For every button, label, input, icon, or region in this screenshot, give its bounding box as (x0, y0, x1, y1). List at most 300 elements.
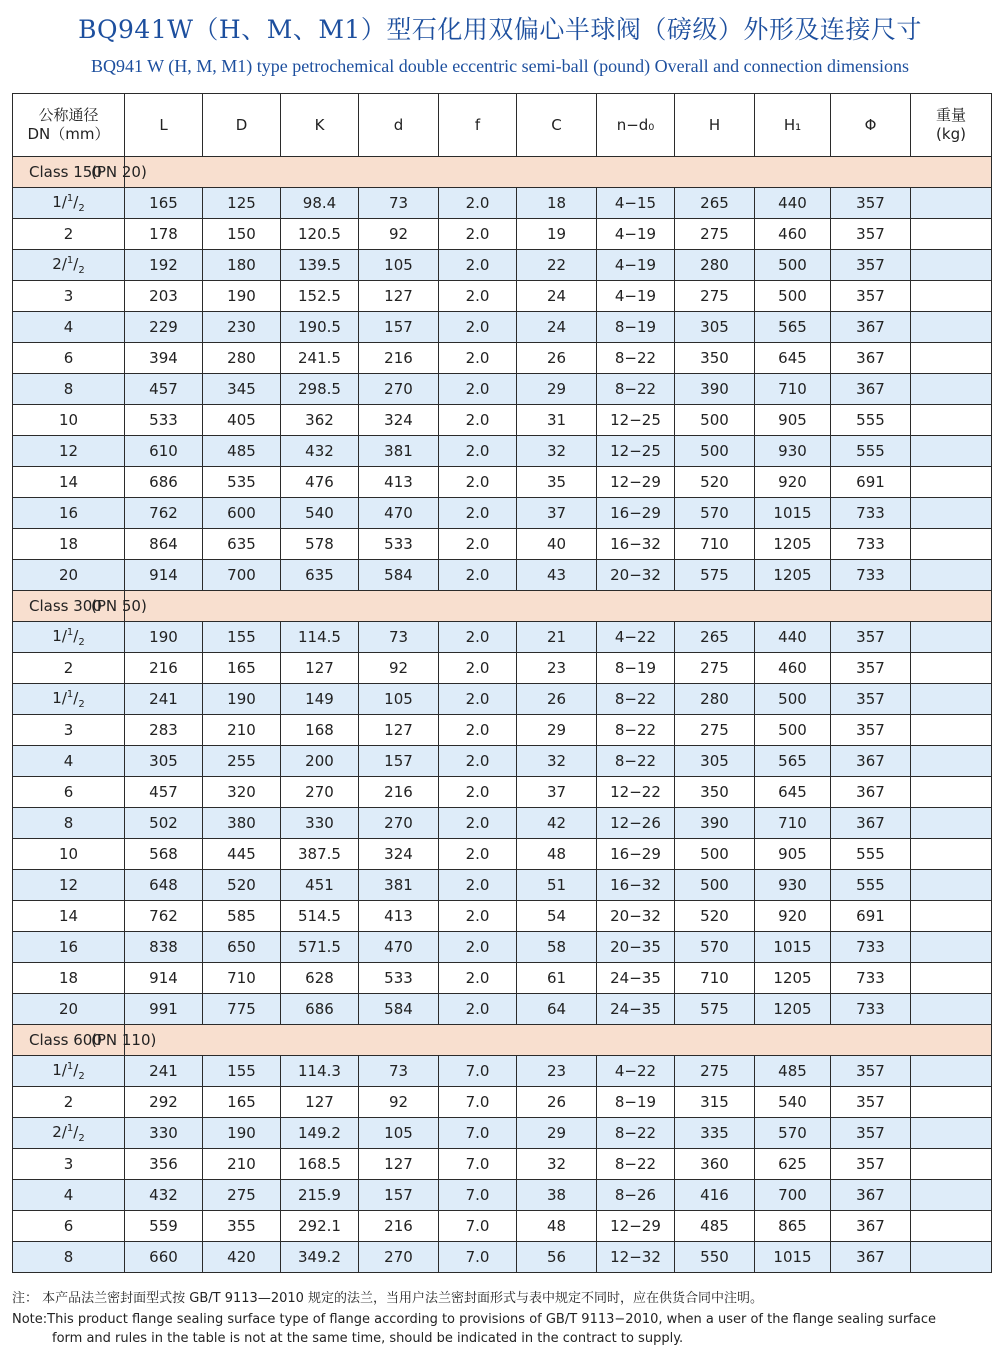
cell-h1: 565 (755, 746, 831, 777)
cell-k: 149 (281, 684, 359, 715)
cell-dn: $1/^1/_2$ (13, 1056, 125, 1087)
table-row (13, 715, 992, 746)
cell-h1: 440 (755, 622, 831, 653)
cell-dn: 8 (13, 808, 125, 839)
cell-w (911, 994, 992, 1025)
cell-nd: 16−32 (597, 529, 675, 560)
cell-w (911, 188, 992, 219)
cell-d: 155 (203, 622, 281, 653)
cell-f: 7.0 (439, 1118, 517, 1149)
cell-h: 710 (675, 529, 755, 560)
cell-l: 533 (125, 405, 203, 436)
table-row (13, 250, 992, 281)
cell-k: 292.1 (281, 1211, 359, 1242)
cell-f: 2.0 (439, 994, 517, 1025)
table-row (13, 1211, 992, 1242)
class-label: Class 300 (13, 591, 125, 622)
cell-d: 585 (203, 901, 281, 932)
cell-l: 190 (125, 622, 203, 653)
cell-phi: 733 (831, 932, 911, 963)
cell-h: 265 (675, 622, 755, 653)
cell-nd: 4−19 (597, 250, 675, 281)
cell-d: 535 (203, 467, 281, 498)
cell-d: 127 (359, 715, 439, 746)
cell-w (911, 870, 992, 901)
cell-dn: 8 (13, 374, 125, 405)
cell-nd: 8−26 (597, 1180, 675, 1211)
cell-w (911, 1056, 992, 1087)
cell-h: 335 (675, 1118, 755, 1149)
cell-w (911, 715, 992, 746)
cell-d: 600 (203, 498, 281, 529)
cell-d: 150 (203, 219, 281, 250)
cell-dn: $1/^1/_2$ (13, 684, 125, 715)
cell-l: 914 (125, 560, 203, 591)
cell-l: 457 (125, 777, 203, 808)
cell-k: 349.2 (281, 1242, 359, 1273)
cell-d: 92 (359, 653, 439, 684)
cell-dn: 20 (13, 560, 125, 591)
cell-phi: 367 (831, 1242, 911, 1273)
cell-l: 394 (125, 343, 203, 374)
cell-f: 2.0 (439, 839, 517, 870)
cell-nd: 8−22 (597, 343, 675, 374)
cell-dn: 16 (13, 932, 125, 963)
cell-c: 23 (517, 1056, 597, 1087)
cell-h1: 920 (755, 901, 831, 932)
cell-f: 2.0 (439, 467, 517, 498)
cell-h1: 1205 (755, 963, 831, 994)
note-en-label: Note: (12, 1312, 48, 1327)
cell-l: 165 (125, 188, 203, 219)
cell-phi: 357 (831, 188, 911, 219)
cell-l: 914 (125, 963, 203, 994)
cell-d: 125 (203, 188, 281, 219)
cell-w (911, 746, 992, 777)
cell-k: 215.9 (281, 1180, 359, 1211)
cell-d: 157 (359, 312, 439, 343)
cell-f: 2.0 (439, 808, 517, 839)
table-row (13, 1056, 992, 1087)
cell-f: 2.0 (439, 343, 517, 374)
cell-d: 216 (359, 343, 439, 374)
cell-c: 24 (517, 281, 597, 312)
cell-phi: 367 (831, 1180, 911, 1211)
cell-phi: 733 (831, 560, 911, 591)
cell-h: 275 (675, 653, 755, 684)
page-title: BQ941W（H、M、M1）型石化用双偏心半球阀（磅级）外形及连接尺寸 (78, 15, 922, 44)
cell-f: 2.0 (439, 870, 517, 901)
table-row (13, 374, 992, 405)
note-en (12, 1310, 936, 1329)
cell-d: 255 (203, 746, 281, 777)
cell-nd: 4−22 (597, 622, 675, 653)
cell-k: 168.5 (281, 1149, 359, 1180)
cell-nd: 16−29 (597, 839, 675, 870)
cell-k: 514.5 (281, 901, 359, 932)
cell-w (911, 250, 992, 281)
cell-d: 165 (203, 653, 281, 684)
cell-d: 635 (203, 529, 281, 560)
cell-f: 2.0 (439, 498, 517, 529)
cell-phi: 555 (831, 839, 911, 870)
cell-d: 165 (203, 1087, 281, 1118)
cell-phi: 357 (831, 250, 911, 281)
cell-dn: 3 (13, 281, 125, 312)
header-f: f (439, 94, 517, 157)
cell-w (911, 467, 992, 498)
cell-c: 58 (517, 932, 597, 963)
cell-nd: 4−19 (597, 219, 675, 250)
cell-phi: 691 (831, 467, 911, 498)
cell-h1: 625 (755, 1149, 831, 1180)
cell-k: 190.5 (281, 312, 359, 343)
cell-c: 24 (517, 312, 597, 343)
table-row (13, 1087, 992, 1118)
cell-dn: 2 (13, 653, 125, 684)
cell-c: 19 (517, 219, 597, 250)
cell-d: 485 (203, 436, 281, 467)
cell-nd: 8−19 (597, 312, 675, 343)
cell-k: 114.5 (281, 622, 359, 653)
cell-k: 149.2 (281, 1118, 359, 1149)
cell-c: 26 (517, 1087, 597, 1118)
cell-h1: 500 (755, 684, 831, 715)
cell-d: 105 (359, 1118, 439, 1149)
table-row (13, 808, 992, 839)
cell-w (911, 808, 992, 839)
cell-d: 381 (359, 870, 439, 901)
header-dn: 公称通径 DN（mm） (13, 94, 125, 157)
table-header-row (13, 94, 992, 157)
cell-c: 43 (517, 560, 597, 591)
cell-l: 991 (125, 994, 203, 1025)
cell-c: 38 (517, 1180, 597, 1211)
cell-d: 127 (359, 281, 439, 312)
cell-l: 762 (125, 901, 203, 932)
cell-d: 533 (359, 529, 439, 560)
cell-c: 51 (517, 870, 597, 901)
cell-w (911, 684, 992, 715)
cell-dn: $1/^1/_2$ (13, 622, 125, 653)
pn-label: (PN 50) (91, 597, 147, 615)
cell-d: 280 (203, 343, 281, 374)
cell-phi: 367 (831, 312, 911, 343)
cell-c: 42 (517, 808, 597, 839)
cell-c: 40 (517, 529, 597, 560)
cell-nd: 8−19 (597, 653, 675, 684)
cell-h1: 930 (755, 870, 831, 901)
cell-l: 283 (125, 715, 203, 746)
cell-h: 275 (675, 1056, 755, 1087)
cell-d: 320 (203, 777, 281, 808)
table-row (13, 467, 992, 498)
cell-phi: 733 (831, 963, 911, 994)
table-row (13, 529, 992, 560)
cell-k: 120.5 (281, 219, 359, 250)
table-body (13, 157, 992, 1273)
cell-dn: 14 (13, 467, 125, 498)
cell-h: 500 (675, 870, 755, 901)
cell-w (911, 343, 992, 374)
cell-nd: 16−32 (597, 870, 675, 901)
table-row (13, 405, 992, 436)
cell-c: 29 (517, 1118, 597, 1149)
cell-dn: 12 (13, 870, 125, 901)
table-row (13, 560, 992, 591)
cell-k: 241.5 (281, 343, 359, 374)
cell-dn: 2 (13, 1087, 125, 1118)
cell-phi: 357 (831, 219, 911, 250)
table-row (13, 188, 992, 219)
cell-d: 270 (359, 808, 439, 839)
cell-h1: 645 (755, 777, 831, 808)
cell-nd: 20−35 (597, 932, 675, 963)
cell-h1: 905 (755, 405, 831, 436)
pn-label-cell (91, 1025, 992, 1056)
cell-l: 216 (125, 653, 203, 684)
cell-nd: 12−25 (597, 436, 675, 467)
cell-d: 157 (359, 746, 439, 777)
cell-dn: 3 (13, 1149, 125, 1180)
cell-h1: 1015 (755, 1242, 831, 1273)
cell-c: 31 (517, 405, 597, 436)
cell-k: 168 (281, 715, 359, 746)
cell-nd: 8−22 (597, 684, 675, 715)
cell-nd: 8−22 (597, 746, 675, 777)
cell-dn: 10 (13, 839, 125, 870)
cell-h: 350 (675, 343, 755, 374)
table-row (13, 932, 992, 963)
cell-f: 2.0 (439, 281, 517, 312)
cell-c: 32 (517, 436, 597, 467)
cell-dn: 8 (13, 1242, 125, 1273)
table-row (13, 653, 992, 684)
cell-l: 864 (125, 529, 203, 560)
cell-d: 470 (359, 932, 439, 963)
cell-d: 420 (203, 1242, 281, 1273)
cell-h: 390 (675, 374, 755, 405)
cell-d: 270 (359, 1242, 439, 1273)
table-row (13, 312, 992, 343)
cell-d: 127 (359, 1149, 439, 1180)
cell-h: 305 (675, 312, 755, 343)
class-band-row (13, 591, 992, 622)
cell-f: 7.0 (439, 1149, 517, 1180)
cell-k: 139.5 (281, 250, 359, 281)
cell-k: 432 (281, 436, 359, 467)
table-row (13, 901, 992, 932)
table-row (13, 777, 992, 808)
cell-c: 64 (517, 994, 597, 1025)
cell-w (911, 560, 992, 591)
cell-phi: 367 (831, 374, 911, 405)
cell-w (911, 1087, 992, 1118)
cell-f: 2.0 (439, 715, 517, 746)
cell-k: 127 (281, 1087, 359, 1118)
cell-dn: 20 (13, 994, 125, 1025)
header-l: L (125, 94, 203, 157)
cell-d: 710 (203, 963, 281, 994)
cell-k: 330 (281, 808, 359, 839)
cell-d: 73 (359, 1056, 439, 1087)
cell-h1: 1205 (755, 529, 831, 560)
table-row (13, 963, 992, 994)
cell-nd: 8−22 (597, 374, 675, 405)
cell-h: 550 (675, 1242, 755, 1273)
class-band-row (13, 1025, 992, 1056)
cell-d: 73 (359, 188, 439, 219)
cell-w (911, 529, 992, 560)
page-subtitle: BQ941 W (H, M, M1) type petrochemical double eccentric semi-ball (pound) Overall and connection dimensions (90, 56, 910, 76)
cell-l: 241 (125, 1056, 203, 1087)
cell-d: 413 (359, 901, 439, 932)
cell-l: 568 (125, 839, 203, 870)
cell-w (911, 498, 992, 529)
cell-nd: 12−26 (597, 808, 675, 839)
table-row (13, 1180, 992, 1211)
cell-h: 575 (675, 994, 755, 1025)
cell-l: 356 (125, 1149, 203, 1180)
cell-h: 520 (675, 467, 755, 498)
note-zh-label: 注： (12, 1291, 39, 1306)
cell-k: 571.5 (281, 932, 359, 963)
cell-h1: 570 (755, 1118, 831, 1149)
header-n-d0: n−d₀ (597, 94, 675, 157)
cell-k: 298.5 (281, 374, 359, 405)
cell-h: 570 (675, 932, 755, 963)
cell-c: 29 (517, 374, 597, 405)
cell-f: 2.0 (439, 312, 517, 343)
cell-d: 533 (359, 963, 439, 994)
table-row (13, 219, 992, 250)
cell-dn: 12 (13, 436, 125, 467)
cell-dn: 6 (13, 777, 125, 808)
note-en-continued (52, 1329, 683, 1348)
cell-d: 180 (203, 250, 281, 281)
cell-k: 387.5 (281, 839, 359, 870)
cell-f: 2.0 (439, 746, 517, 777)
cell-nd: 12−32 (597, 1242, 675, 1273)
table-row (13, 498, 992, 529)
cell-phi: 733 (831, 498, 911, 529)
cell-c: 35 (517, 467, 597, 498)
cell-k: 635 (281, 560, 359, 591)
cell-k: 476 (281, 467, 359, 498)
cell-h: 710 (675, 963, 755, 994)
cell-dn: $2/^1/_2$ (13, 250, 125, 281)
cell-c: 26 (517, 343, 597, 374)
cell-nd: 12−22 (597, 777, 675, 808)
cell-w (911, 901, 992, 932)
cell-k: 578 (281, 529, 359, 560)
cell-c: 48 (517, 1211, 597, 1242)
cell-k: 451 (281, 870, 359, 901)
cell-k: 98.4 (281, 188, 359, 219)
cell-c: 18 (517, 188, 597, 219)
cell-l: 502 (125, 808, 203, 839)
cell-h1: 540 (755, 1087, 831, 1118)
cell-h: 500 (675, 839, 755, 870)
cell-dn: $1/^1/_2$ (13, 188, 125, 219)
cell-d: 650 (203, 932, 281, 963)
cell-h: 275 (675, 715, 755, 746)
cell-phi: 357 (831, 653, 911, 684)
cell-w (911, 312, 992, 343)
class-band-row (13, 157, 992, 188)
note-zh-text: 本产品法兰密封面型式按 GB/T 9113—2010 规定的法兰，当用户法兰密封面形式与表中规定不同时，应在供货合同中注明。 (42, 1291, 764, 1306)
cell-l: 432 (125, 1180, 203, 1211)
cell-h1: 440 (755, 188, 831, 219)
cell-f: 7.0 (439, 1087, 517, 1118)
cell-w (911, 622, 992, 653)
cell-phi: 367 (831, 777, 911, 808)
cell-l: 305 (125, 746, 203, 777)
cell-h: 500 (675, 405, 755, 436)
cell-d: 324 (359, 405, 439, 436)
cell-dn: 14 (13, 901, 125, 932)
cell-f: 2.0 (439, 963, 517, 994)
cell-dn: 4 (13, 746, 125, 777)
table-row (13, 622, 992, 653)
cell-w (911, 963, 992, 994)
cell-d: 190 (203, 281, 281, 312)
cell-k: 362 (281, 405, 359, 436)
header-c: C (517, 94, 597, 157)
cell-l: 203 (125, 281, 203, 312)
cell-l: 292 (125, 1087, 203, 1118)
cell-h1: 500 (755, 281, 831, 312)
cell-dn: 4 (13, 312, 125, 343)
cell-d: 445 (203, 839, 281, 870)
cell-nd: 12−29 (597, 467, 675, 498)
cell-phi: 357 (831, 1056, 911, 1087)
cell-nd: 8−22 (597, 715, 675, 746)
cell-phi: 555 (831, 436, 911, 467)
cell-h: 315 (675, 1087, 755, 1118)
table-row (13, 870, 992, 901)
cell-l: 457 (125, 374, 203, 405)
header-h1: H₁ (755, 94, 831, 157)
cell-w (911, 281, 992, 312)
cell-h1: 920 (755, 467, 831, 498)
cell-w (911, 777, 992, 808)
cell-d: 92 (359, 1087, 439, 1118)
cell-d: 380 (203, 808, 281, 839)
cell-f: 2.0 (439, 219, 517, 250)
cell-d: 520 (203, 870, 281, 901)
cell-c: 61 (517, 963, 597, 994)
cell-dn: 6 (13, 1211, 125, 1242)
cell-nd: 8−22 (597, 1149, 675, 1180)
cell-d: 345 (203, 374, 281, 405)
header-d-outer: D (203, 94, 281, 157)
cell-l: 610 (125, 436, 203, 467)
cell-h1: 930 (755, 436, 831, 467)
cell-d: 275 (203, 1180, 281, 1211)
pn-label-cell (91, 157, 992, 188)
cell-w (911, 1149, 992, 1180)
cell-nd: 16−29 (597, 498, 675, 529)
cell-h: 280 (675, 684, 755, 715)
cell-h1: 565 (755, 312, 831, 343)
cell-h1: 710 (755, 374, 831, 405)
cell-w (911, 1118, 992, 1149)
cell-w (911, 374, 992, 405)
cell-d: 210 (203, 715, 281, 746)
cell-c: 22 (517, 250, 597, 281)
cell-phi: 367 (831, 808, 911, 839)
